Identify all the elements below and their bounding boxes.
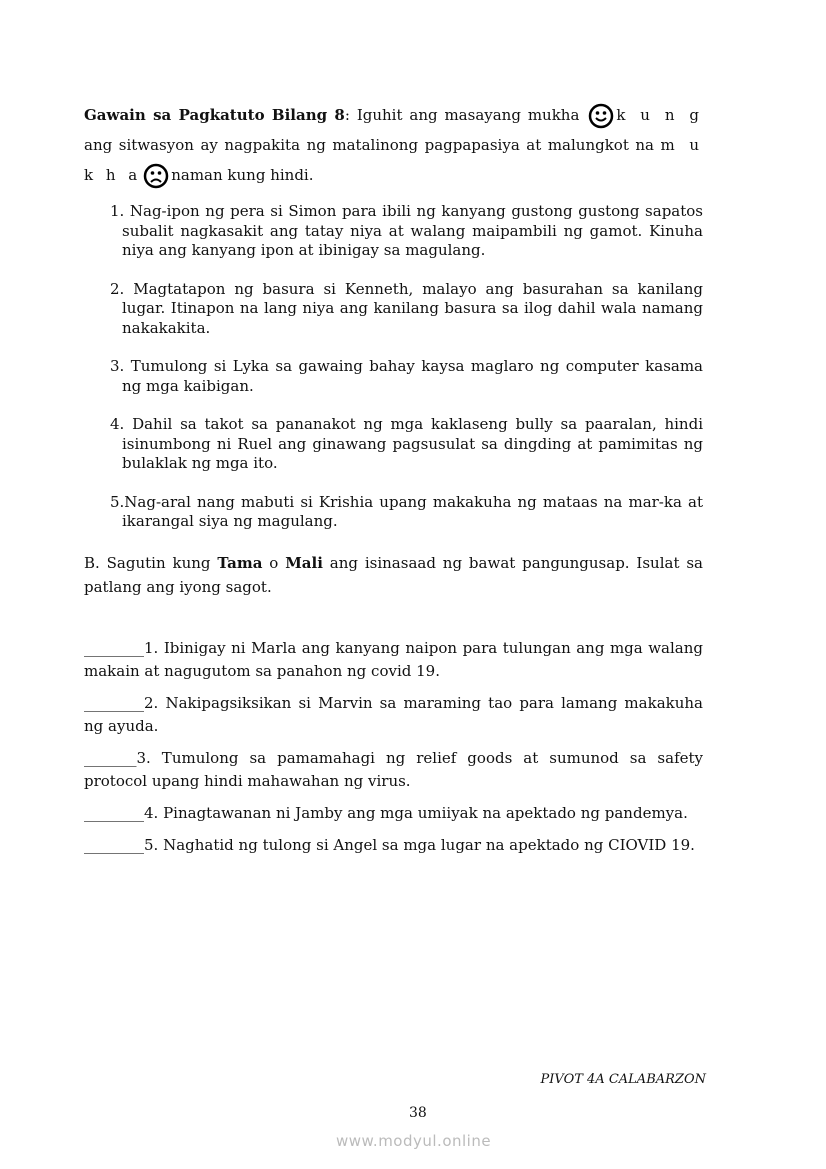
page-number: 38 xyxy=(409,1105,427,1121)
list-item: 5.Nag-aral nang mabuti si Krishia upang makakuha ng mataas na mar-ka at ikarangal siya ng magulang. xyxy=(110,492,703,530)
part-b-instructions: B. Sagutin kung Tama o Mali ang isinasaad ng bawat pangungusap. Isulat sa patlang ang iyong sagot. xyxy=(84,553,703,596)
sad-face-icon xyxy=(143,163,169,189)
situation-list xyxy=(110,202,703,532)
list-item: 2. Magtatapon ng basura si Kenneth, malayo ang basurahan sa kanilang lugar. Itinapon na lang niya ang kanilang basura sa ilog dahil wala namang nakakakita. xyxy=(110,279,703,337)
footer-label: PIVOT 4A CALABARZON xyxy=(540,1072,706,1087)
worksheet-content xyxy=(84,100,703,866)
true-false-item: ________2. Nakipagsiksikan si Marvin sa maraming tao para lamang makakuha ng ayuda. xyxy=(84,693,703,735)
true-false-item: ________1. Ibinigay ni Marla ang kanyang naipon para tulungan ang mga walang makain at nagugutom sa panahon ng covid 19. xyxy=(84,638,703,680)
list-item: 3. Tumulong si Lyka sa gawaing bahay kaysa maglaro ng computer kasama ng mga kaibigan. xyxy=(110,357,703,395)
watermark: www.modyul.online xyxy=(336,1132,492,1150)
happy-face-icon xyxy=(588,103,614,129)
true-false-item: _______3. Tumulong sa pamamahagi ng relief goods at sumunod sa safety protocol upang hindi mahawahan ng virus. xyxy=(84,748,703,790)
true-false-item: ________5. Naghatid ng tulong si Angel sa mga lugar na apektado ng CIOVID 19. xyxy=(84,835,695,854)
list-item: 1. Nag-ipon ng pera si Simon para ibili ng kanyang gustong gustong sapatos subalit nagkasakit ang tatay niya at walang maipambili ng gamot. Kinuha niya ang kanyang ipon at ibinigay sa magulang. xyxy=(110,202,703,259)
true-false-item: ________4. Pinagtawanan ni Jamby ang mga umiiyak na apektado ng pandemya. xyxy=(84,803,688,822)
list-item: 4. Dahil sa takot sa pananakot ng mga kaklaseng bully sa paaralan, hindi isinumbong ni Ruel ang ginawang pagsusulat sa dingding at pamimitas ng bulaklak ng mga ito. xyxy=(110,415,703,472)
activity-title: Gawain sa Pagkatuto Bilang 8 xyxy=(84,106,345,124)
activity-instructions: Gawain sa Pagkatuto Bilang 8: Iguhit ang masayang mukha k u n g ang sitwasyon ay nagpakita ng matalinong pagpapasiya at malungkot na m u k h a naman kung hindi. xyxy=(84,100,703,190)
